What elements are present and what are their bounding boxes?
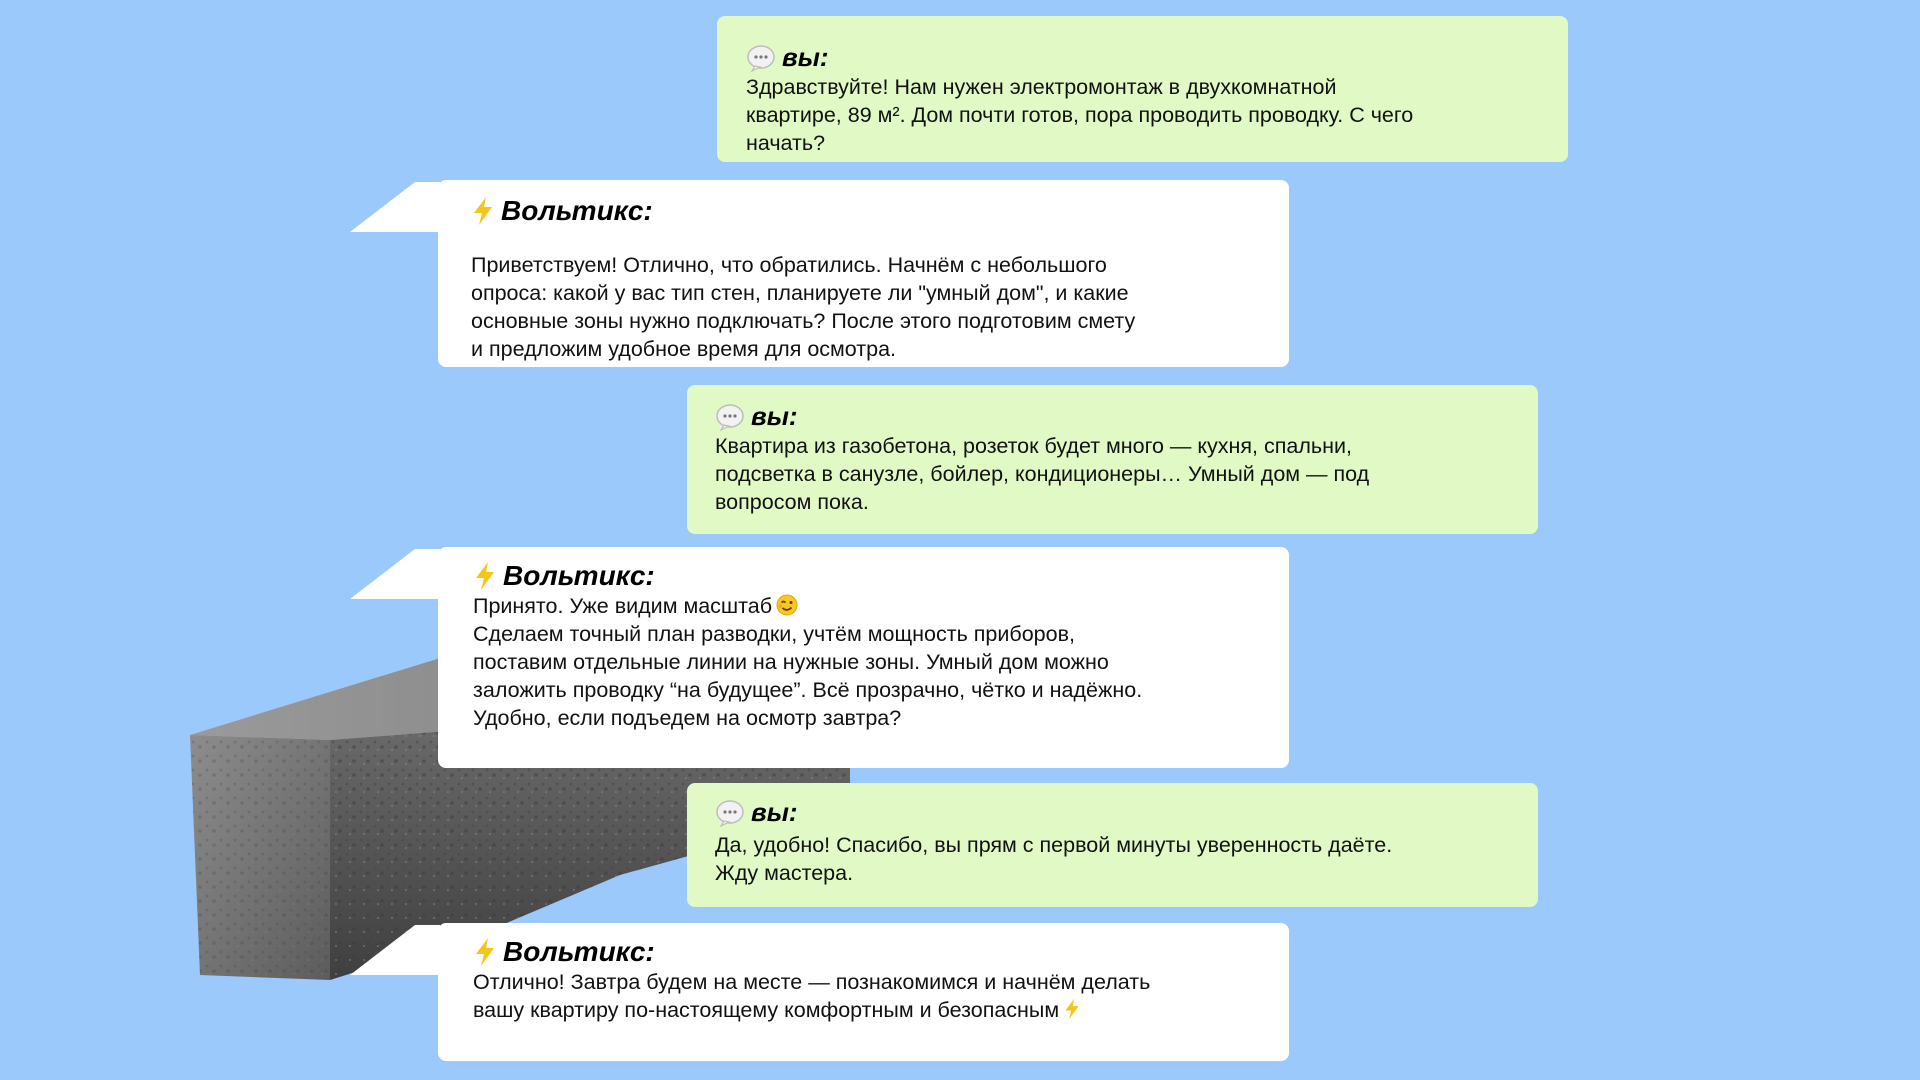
speech-bubble-icon	[746, 44, 776, 72]
message-bot-1	[438, 180, 1289, 367]
sender-name: Вольтикс:	[501, 195, 653, 226]
sender-name: вы:	[751, 401, 798, 431]
sender-name: вы:	[782, 42, 829, 72]
message-bot-2	[438, 547, 1289, 768]
lightning-icon	[473, 561, 497, 591]
bubble-tail	[350, 180, 440, 234]
lightning-icon	[471, 196, 495, 226]
winking-face-icon	[776, 594, 798, 616]
message-header	[471, 195, 1261, 227]
message-user-2	[687, 385, 1538, 534]
message-text-first-line	[473, 592, 1261, 620]
message-text: Да, удобно! Спасибо, вы прям с первой минуты уверенность даёте. Жду мастера.	[715, 833, 1393, 885]
bubble-tail	[350, 923, 440, 977]
message-text-first: Принято. Уже видим масштаб	[473, 594, 773, 618]
bubble-tail	[350, 547, 440, 601]
sender-name: вы:	[751, 797, 798, 827]
message-user-3	[687, 783, 1538, 907]
message-text: Отлично! Завтра будем на месте — познакомимся и начнём делать вашу квартиру по-настоящему комфортным и безопасным	[473, 970, 1151, 1022]
speech-bubble-icon	[715, 799, 745, 827]
message-header	[473, 936, 1261, 968]
message-header	[715, 797, 1510, 828]
message-text: Квартира из газобетона, розеток будет много — кухня, спальни, подсветка в санузле, бойлер, кондиционеры… Умный дом — под вопросом пока.	[715, 434, 1370, 514]
sender-name: Вольтикс:	[503, 560, 655, 591]
message-text-wrapper	[473, 968, 1261, 1024]
message-bot-3	[438, 923, 1289, 1061]
lightning-icon	[1063, 998, 1081, 1020]
message-text: Сделаем точный план разводки, учтём мощность приборов, поставим отдельные линии на нужные зоны. Умный дом можно заложить проводку “на будущее”. Всё прозрачно, чётко и надёжно. Удобно, если подъедем на осмотр завтра?	[473, 622, 1143, 730]
message-header	[715, 401, 1510, 432]
sender-name: Вольтикс:	[503, 936, 655, 967]
message-text: Приветствуем! Отлично, что обратились. Начнём с небольшого опроса: какой у вас тип стен, планируете ли "умный дом", и какие основные зоны нужно подключать? После этого подготовим смету и предложим удобное время для осмотра.	[471, 253, 1136, 361]
lightning-icon	[473, 937, 497, 967]
message-user-1	[717, 16, 1568, 162]
message-text: Здравствуйте! Нам нужен электромонтаж в двухкомнатной квартире, 89 м². Дом почти готов, пора проводить проводку. С чего начать?	[746, 75, 1414, 155]
message-header	[746, 42, 1540, 73]
message-header	[473, 560, 1261, 592]
speech-bubble-icon	[715, 403, 745, 431]
